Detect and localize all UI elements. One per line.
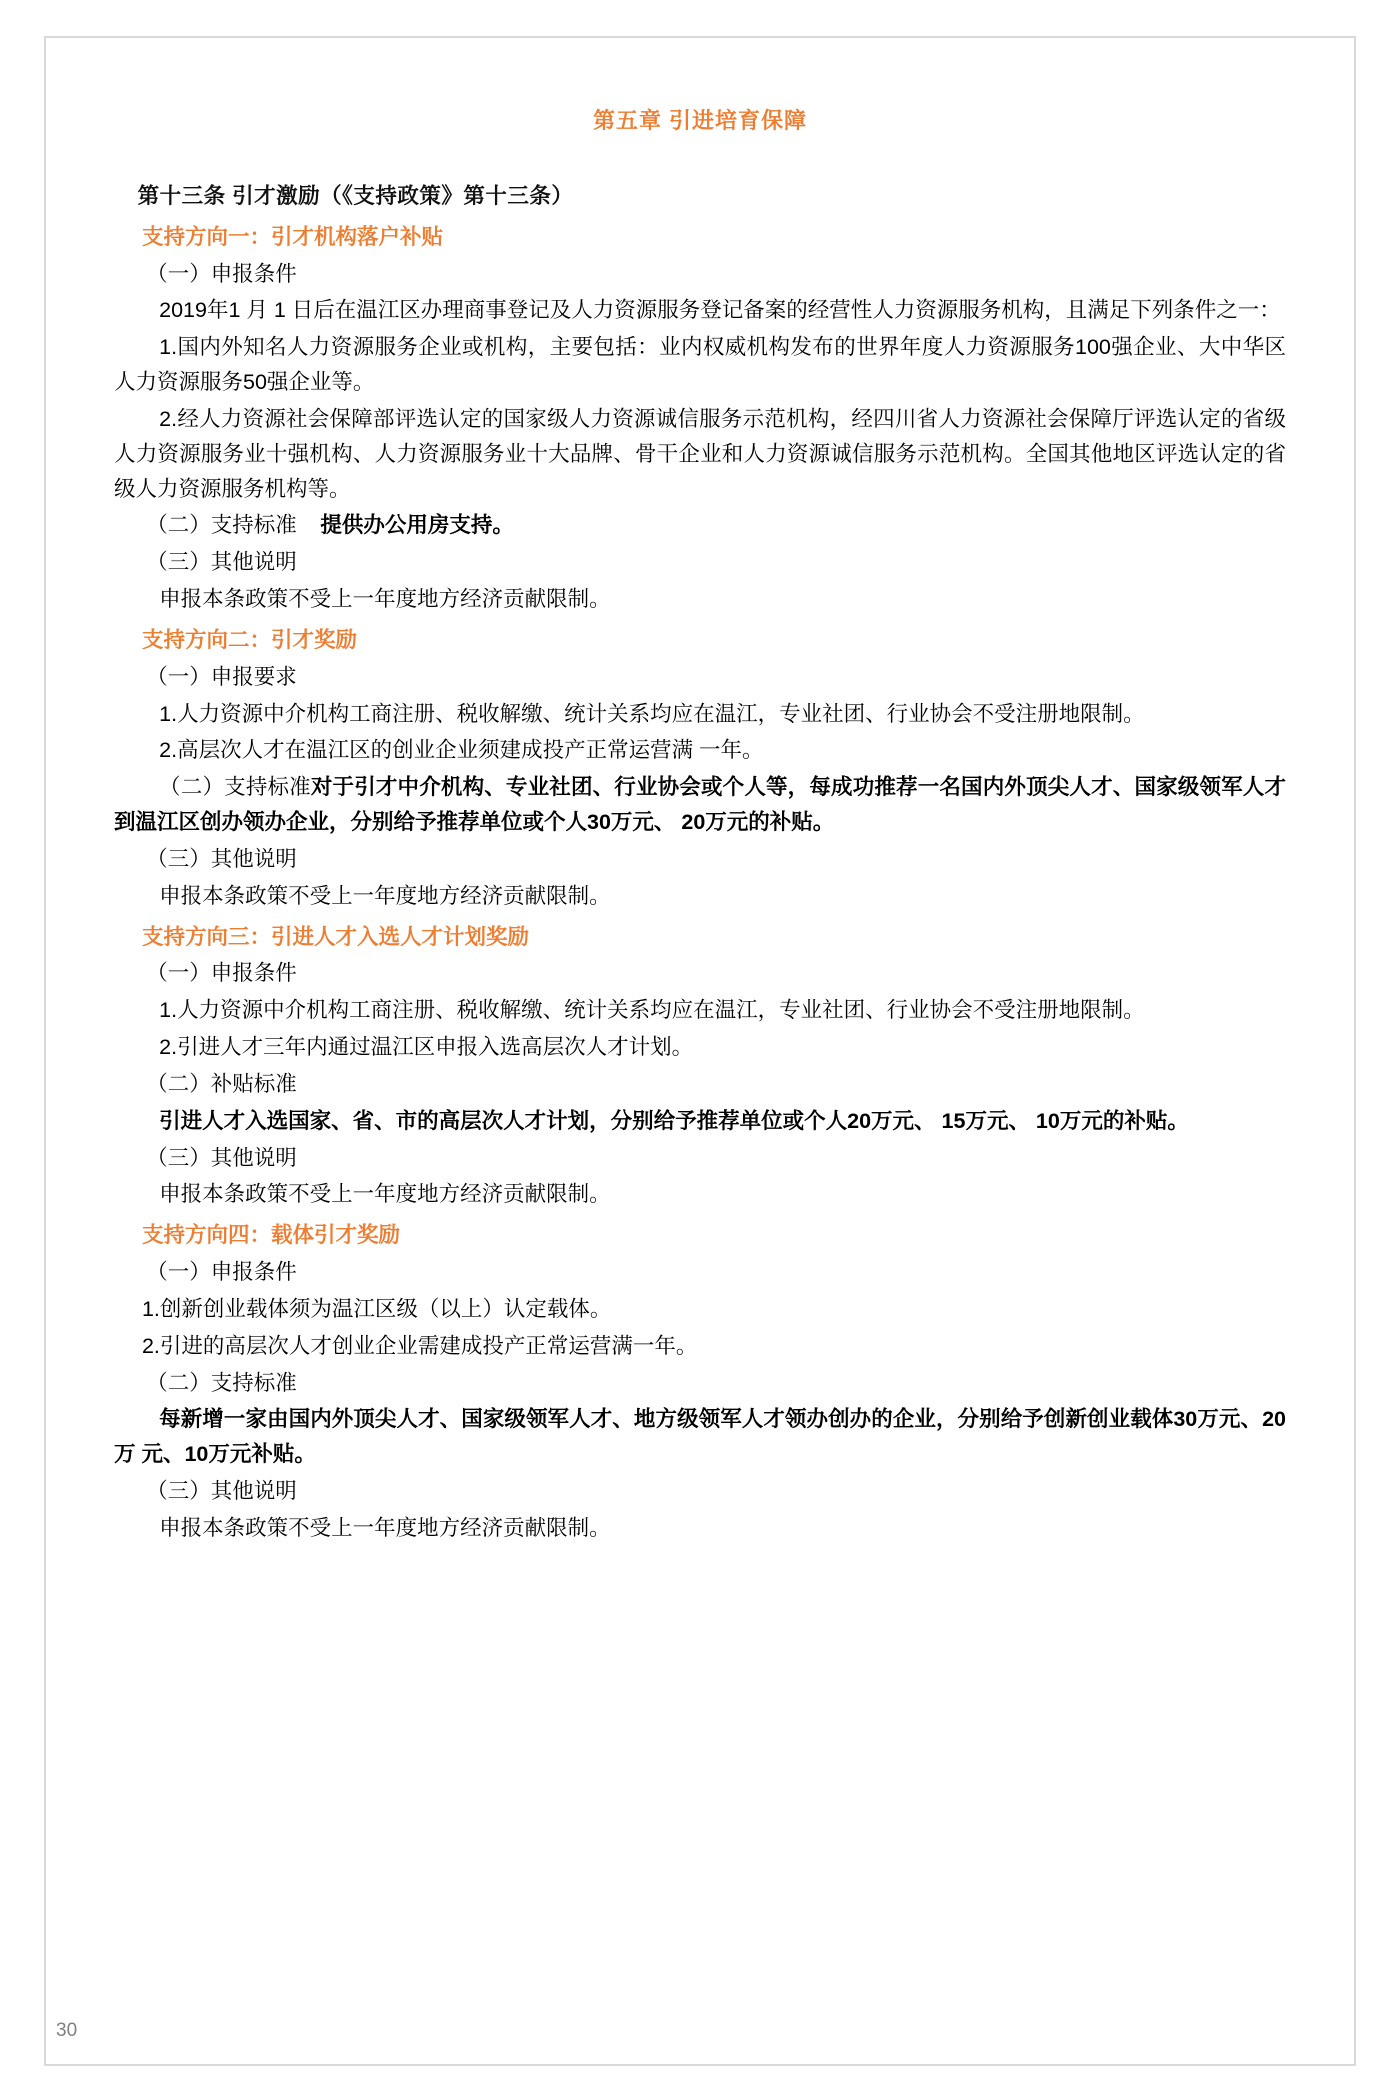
article-heading: 第十三条 引才激励（《支持政策》第十三条） <box>137 184 574 208</box>
subsection-heading: （一）申报要求 <box>146 664 297 689</box>
page-content <box>44 36 1356 2066</box>
subsidy-standard-text: 引进人才入选国家、省、市的高层次人才计划，分别给予推荐单位或个人20万元、 15万元、 10万元的补贴。 <box>159 1108 1189 1133</box>
body-paragraph: 申报本条政策不受上一年度地方经济贡献限制。 <box>159 883 611 908</box>
support-direction-title: 支持方向四：载体引才奖励 <box>141 1223 400 1248</box>
list-item: 2.引进的高层次人才创业企业需建成投产正常运营满一年。 <box>141 1333 698 1358</box>
subsection-heading: （一）申报条件 <box>146 961 297 986</box>
support-standard-text: 提供办公用房支持。 <box>320 513 514 538</box>
body-paragraph: 申报本条政策不受上一年度地方经济贡献限制。 <box>159 1515 611 1540</box>
support-standard-text: 每新增一家由国内外顶尖人才、国家级领军人才、地方级领军人才领办创办的企业，分别给予创新创业载体30万元、20万 元、10万元补贴。 <box>114 1407 1286 1467</box>
chapter-title: 第五章 引进培育保障 <box>592 108 808 133</box>
body-paragraph: 申报本条政策不受上一年度地方经济贡献限制。 <box>159 1182 611 1207</box>
subsection-heading: （二）支持标准 <box>146 1370 297 1395</box>
body-paragraph: 申报本条政策不受上一年度地方经济贡献限制。 <box>159 587 611 612</box>
support-standard-paragraph <box>114 770 1286 840</box>
subsection-heading: （二）补贴标准 <box>146 1071 297 1096</box>
list-item: 1.创新创业载体须为温江区级（以上）认定载体。 <box>141 1296 612 1321</box>
support-direction-title: 支持方向三：引进人才入选人才计划奖励 <box>141 924 529 949</box>
body-paragraph: 2019年1 月 1 日后在温江区办理商事登记及人力资源服务登记备案的经营性人力资源服务机构，且满足下列条件之一： <box>159 298 1281 323</box>
subsection-heading: （三）其他说明 <box>146 846 297 871</box>
subsection-heading: （一）申报条件 <box>146 1260 297 1285</box>
subsection-label: （二）支持标准 <box>159 775 311 800</box>
subsection-heading <box>114 508 1286 543</box>
body-paragraph: 2.高层次人才在温江区的创业企业须建成投产正常运营满 一年。 <box>159 738 764 763</box>
subsection-heading: （三）其他说明 <box>146 1478 297 1503</box>
subsection-heading: （三）其他说明 <box>146 550 297 575</box>
support-standard-text: 对于引才中介机构、专业社团、行业协会或个人等，每成功推荐一名国内外顶尖人才、国家级领军人才到温江区创办领办企业，分别给予推荐单位或个人30万元、 20万元的补贴。 <box>114 775 1286 835</box>
body-paragraph: 2.经人力资源社会保障部评选认定的国家级人力资源诚信服务示范机构，经四川省人力资源社会保障厅评选认定的省级人力资源服务业十强机构、人力资源服务业十大品牌、骨干企业和人力资源诚信服务示范机构。全国其他地区评选认定的省级人力资源服务机构等。 <box>114 406 1286 501</box>
body-paragraph: 1.人力资源中介机构工商注册、税收解缴、统计关系均应在温江，专业社团、行业协会不受注册地限制。 <box>159 701 1145 726</box>
support-direction-title: 支持方向二：引才奖励 <box>141 627 357 652</box>
support-direction-title: 支持方向一：引才机构落户补贴 <box>141 224 443 249</box>
subsection-heading: （一）申报条件 <box>146 261 297 286</box>
body-paragraph: 1.国内外知名人力资源服务企业或机构，主要包括：业内权威机构发布的世界年度人力资源服务100强企业、大中华区人力资源服务50强企业等。 <box>114 335 1286 395</box>
body-paragraph: 2.引进人才三年内通过温江区申报入选高层次人才计划。 <box>159 1035 694 1060</box>
subsection-label: （二）支持标准 <box>146 513 297 538</box>
body-paragraph: 1.人力资源中介机构工商注册、税收解缴、统计关系均应在温江，专业社团、行业协会不受注册地限制。 <box>159 998 1145 1023</box>
page-number: 30 <box>56 2020 78 2041</box>
subsection-heading: （三）其他说明 <box>146 1145 297 1170</box>
